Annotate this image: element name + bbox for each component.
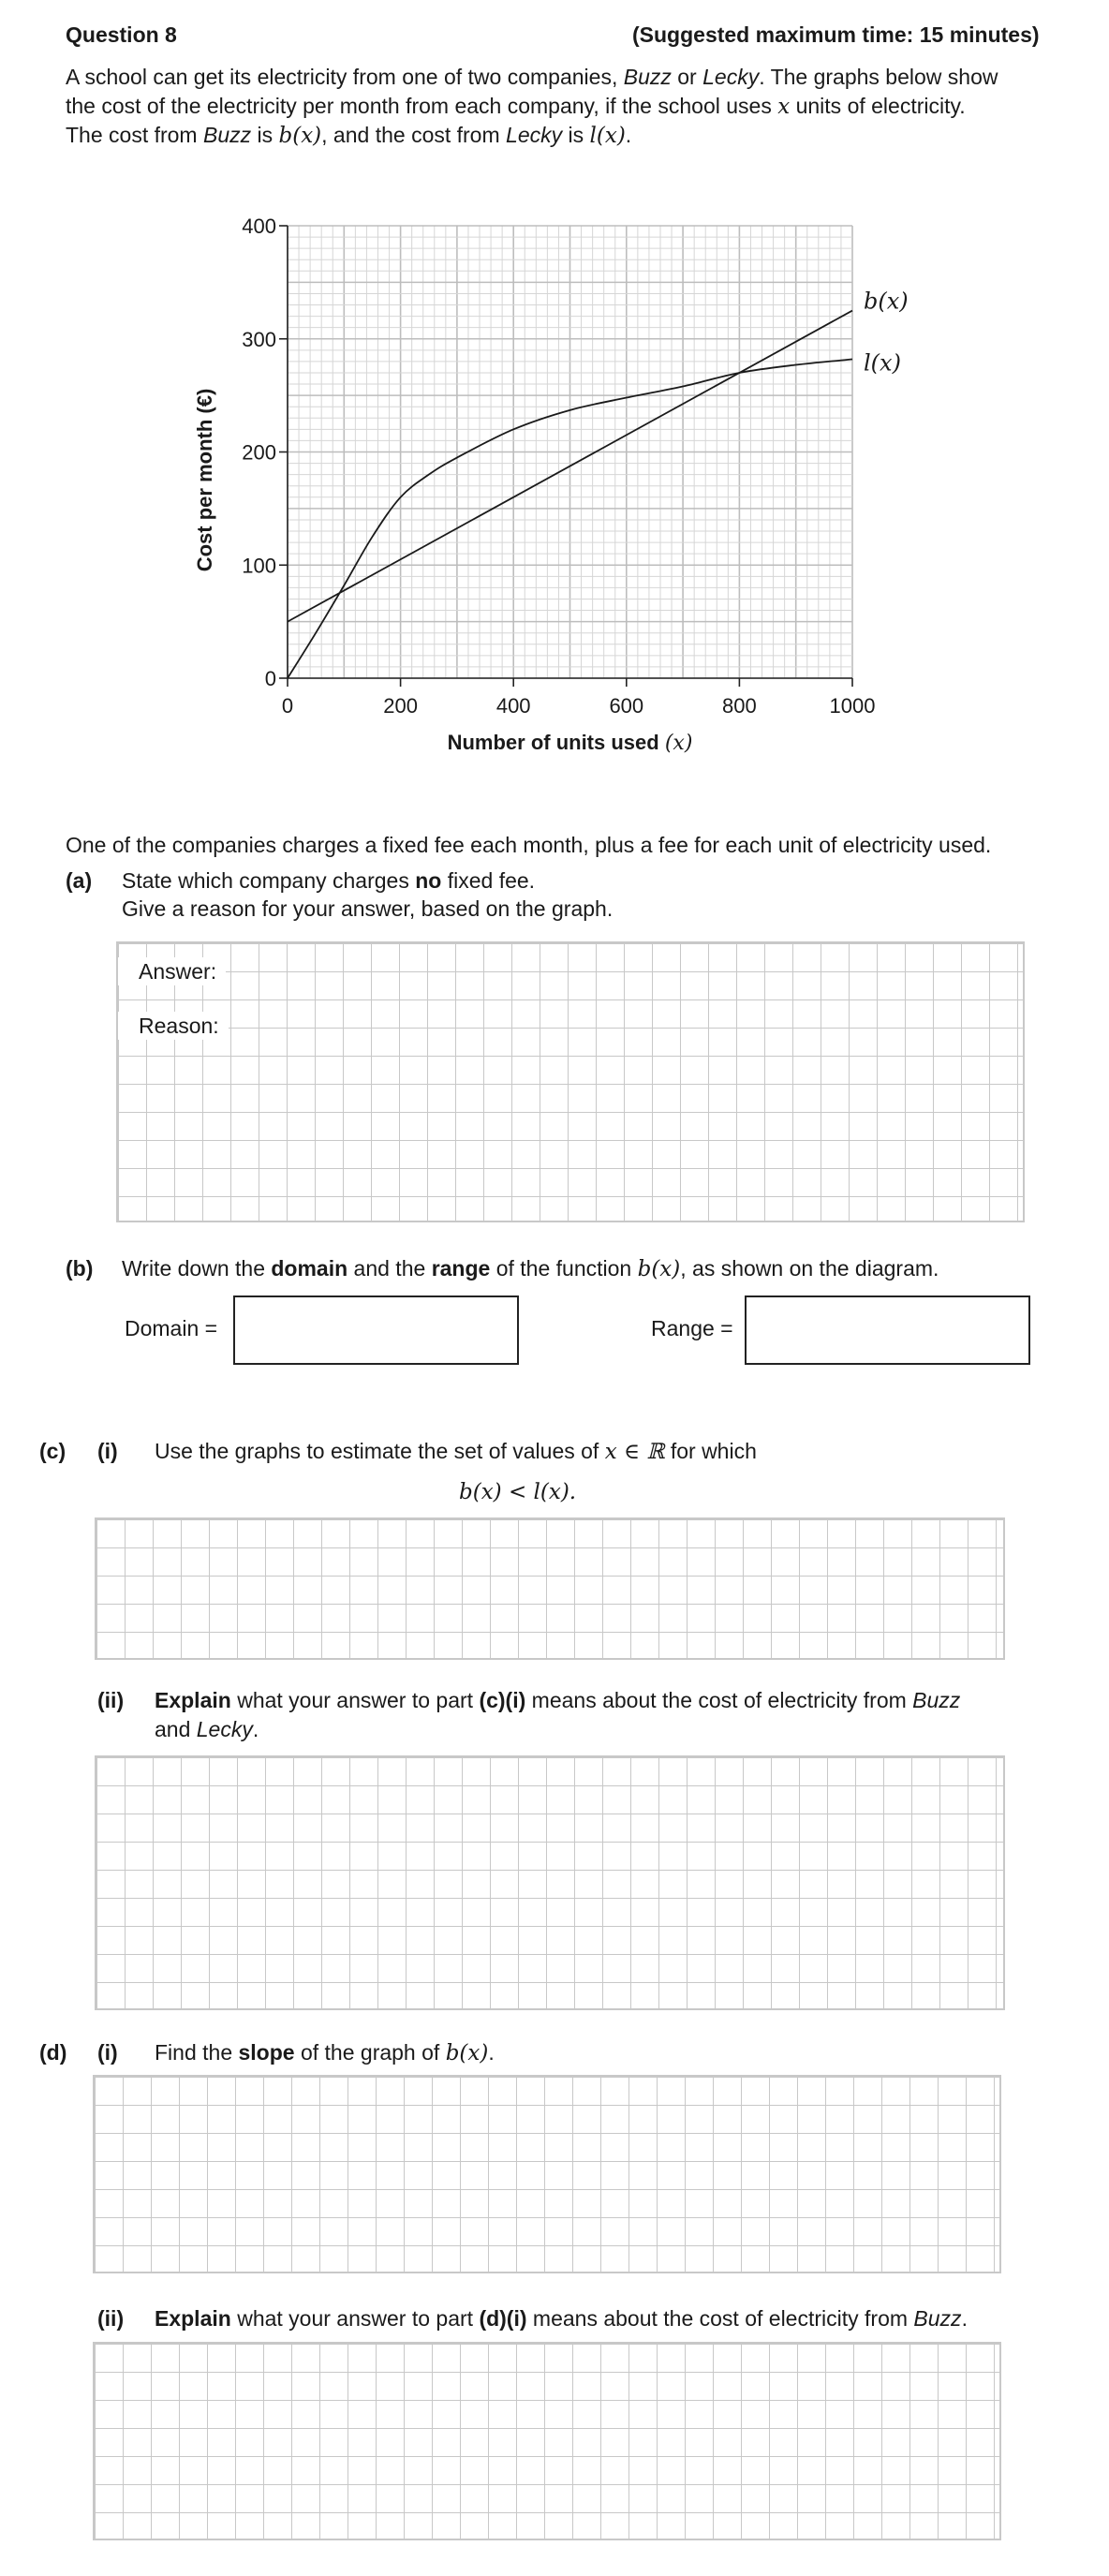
series-label-lx: l(x) xyxy=(864,349,901,377)
intro-line-1: A school can get its electricity from one of two companies, Buzz or Lecky. The graphs below show xyxy=(66,65,998,89)
x-tick-label: 400 xyxy=(495,694,531,718)
question-number: Question 8 xyxy=(66,22,177,47)
part-c-i-label: (i) xyxy=(97,1439,118,1463)
chart-grid xyxy=(288,226,852,678)
part-a-question-2: Give a reason for your answer, based on the graph. xyxy=(122,896,614,921)
part-d-i-answer-grid[interactable] xyxy=(93,2075,1001,2273)
part-a-answer-grid[interactable] xyxy=(116,941,1025,1222)
series-label-bx: b(x) xyxy=(864,288,909,315)
y-axis-title: Cost per month (€) xyxy=(193,388,216,572)
x-tick-label: 200 xyxy=(383,694,418,718)
part-d-ii-label: (ii) xyxy=(97,2306,125,2331)
part-d-ii-answer-grid[interactable] xyxy=(93,2342,1001,2540)
range-label: Range = xyxy=(651,1316,733,1340)
y-tick-label: 300 xyxy=(242,327,276,351)
fixed-fee-statement: One of the companies charges a fixed fee each month, plus a fee for each unit of electricity used. xyxy=(66,833,992,857)
x-tick-label: 800 xyxy=(722,694,757,718)
x-tick-label: 0 xyxy=(281,694,294,718)
reason-label: Reason: xyxy=(118,1012,229,1040)
chart-labels xyxy=(193,289,909,755)
part-a-question-1: State which company charges no fixed fee. xyxy=(122,868,536,893)
part-c-ii-question-2: and Lecky. xyxy=(155,1717,259,1741)
intro-line-2: the cost of the electricity per month from each company, if the school uses x units of electricity. xyxy=(66,94,966,119)
part-b-question: Write down the domain and the range of the function b(x), as shown on the diagram. xyxy=(122,1256,939,1281)
part-d-i-question: Find the slope of the graph of b(x). xyxy=(155,2040,495,2065)
part-c-label: (c) xyxy=(39,1439,67,1463)
x-tick-label: 1000 xyxy=(829,694,876,718)
x-tick-label: 600 xyxy=(609,694,644,718)
y-tick-label: 0 xyxy=(264,667,276,690)
domain-label: Domain = xyxy=(125,1316,218,1340)
part-c-i-question: Use the graphs to estimate the set of values of x ∈ ℝ for which xyxy=(155,1439,757,1464)
part-a-label: (a) xyxy=(66,868,93,893)
part-d-i-label: (i) xyxy=(97,2040,118,2065)
y-tick-label: 400 xyxy=(242,215,276,238)
x-axis-title: Number of units used (x) xyxy=(447,731,693,755)
range-answer-box[interactable] xyxy=(745,1295,1030,1365)
part-d-ii-question: Explain what your answer to part (d)(i) means about the cost of electricity from Buzz. xyxy=(155,2306,968,2331)
part-c-ii-question-1: Explain what your answer to part (c)(i) means about the cost of electricity from Buzz xyxy=(155,1688,961,1712)
domain-answer-box[interactable] xyxy=(233,1295,519,1365)
part-c-inequality: b(x) < l(x). xyxy=(459,1480,577,1504)
answer-label: Answer: xyxy=(118,957,226,985)
part-d-label: (d) xyxy=(39,2040,67,2065)
part-c-ii-answer-grid[interactable] xyxy=(95,1755,1005,2010)
part-c-i-answer-grid[interactable] xyxy=(95,1517,1005,1660)
cost-chart xyxy=(0,0,1109,768)
y-tick-label: 100 xyxy=(242,554,276,578)
y-tick-label: 200 xyxy=(242,440,276,465)
part-b-label: (b) xyxy=(66,1256,94,1281)
part-c-ii-label: (ii) xyxy=(97,1688,125,1712)
suggested-time: (Suggested maximum time: 15 minutes) xyxy=(632,22,1040,47)
intro-line-3: The cost from Buzz is b(x), and the cost from Lecky is l(x). xyxy=(66,123,632,148)
